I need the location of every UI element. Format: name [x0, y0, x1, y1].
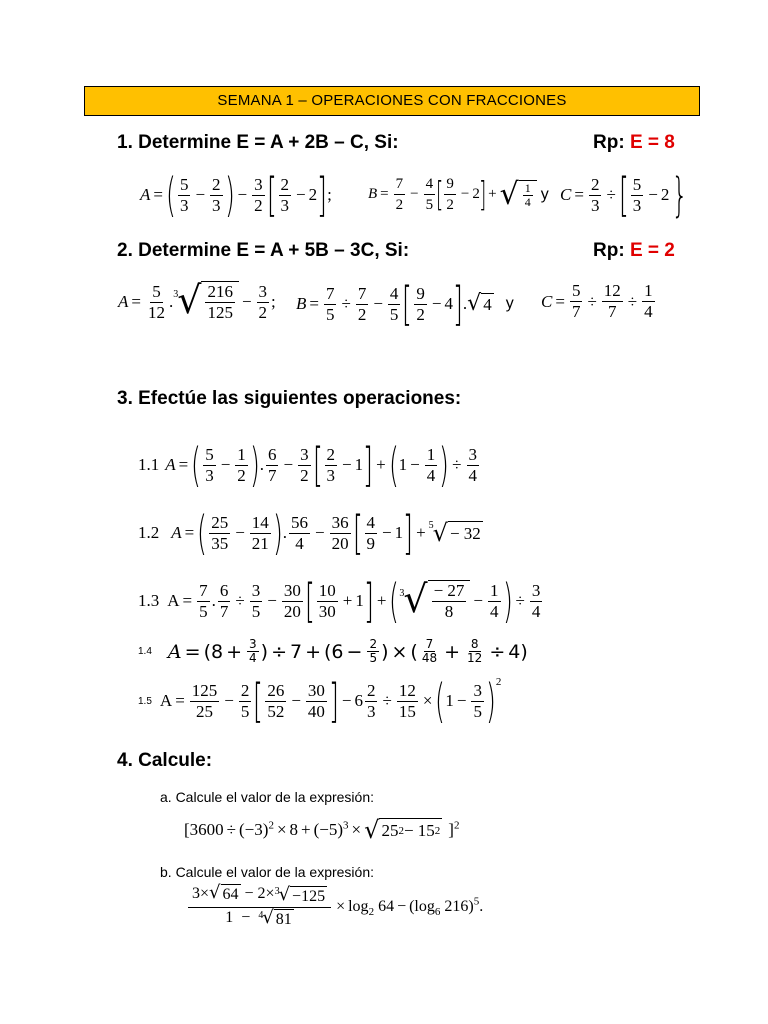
q4-b-expression: 3× √ 64 − 2× 3 √ −125 1 − 4 √ 81 × $\log_2 64$ − ($\log_6$ 216)$^5$ . — [186, 884, 483, 930]
q1-answer: Rp: E = 8 — [593, 132, 675, 153]
q1-formula-c: C = $\frac{2}{3}$ ÷ [ $\frac{5}{3}$ − 2 } — [560, 168, 689, 222]
q1-heading: 1. Determine E = A + 2B – C, Si: — [117, 132, 399, 153]
q3-item-1-3: 1.3 A = $\frac{7}{5}$ . $\frac{6}{7}$ ÷ $\frac{3}{5}$ − $\frac{30}{20}$ [ $\frac{10}{30}$ + 1 ] + ( 3 √ $\frac{- 27}{8}$ − $\frac{1}{4}$ ) ÷ $\frac{3}{4}$ — [138, 574, 541, 628]
q2-heading: 2. Determine E = A + 5B – 3C, Si: — [117, 240, 410, 261]
q2-formula-b: B = $\frac{7}{5}$ ÷ $\frac{7}{2}$ − $\frac{4}{5}$ [ $\frac{9}{2}$ − 4 ] . √ 4 y — [296, 277, 514, 331]
q4-heading: 4. Calcule: — [117, 750, 213, 771]
q3-item-1-4: 1.4 A = (8 + $\frac{3}{4}$ ) ÷ 7 + (6 − $\frac{2}{5}$ ) × ( $\frac{7}{48}$ + $\frac{8}{12}$ ÷ 4) — [138, 637, 528, 665]
week-banner: SEMANA 1 – OPERACIONES CON FRACCIONES — [84, 86, 700, 116]
q4-a-label: a. Calcule el valor de la expresión: — [160, 789, 375, 805]
q4-b-label: b. Calcule el valor de la expresión: — [160, 864, 375, 880]
q4-a-expression: [3600 ÷ $(-3)^2$ × 8 + $(-5)^3$ × √ 25 2 − 15 2 ]$^2$ — [184, 816, 460, 844]
q2-answer: Rp: E = 2 — [593, 240, 675, 261]
q2-formula-c: C = $\frac{5}{7}$ ÷ $\frac{12}{7}$ ÷ $\frac{1}{4}$ — [541, 281, 653, 321]
q3-heading: 3. Efectúe las siguientes operaciones: — [117, 388, 462, 409]
q3-item-1-1: 1.1 A = ( $\frac{5}{3}$ − $\frac{1}{2}$ ) . $\frac{6}{7}$ − $\frac{3}{2}$ [ $\frac{2}{3}$ − 1 ] + ( 1 − $\frac{1}{4}$ ) ÷ $\frac{3}{4}$ — [138, 438, 478, 492]
q1-formula-b: B = $\frac{7}{2}$ − $\frac{4}{5}$ [ $\frac{9}{2}$ − 2 ] + √ $\frac{1}{4}$ y — [368, 174, 549, 215]
q3-item-1-2: 1.2 A = ( $\frac{25}{35}$ − $\frac{14}{21}$ ) . $\frac{56}{4}$ − $\frac{36}{20}$ [ $\frac{4}{9}$ − 1 ] + 5 √ − 32 — [138, 506, 481, 560]
q2-formula-a: A = $\frac{5}{12}$ . 3 √ $\frac{216}{125}$ − $\frac{3}{2}$ ; — [118, 278, 276, 322]
q1-formula-a: A = ( $\frac{5}{3}$ − $\frac{2}{3}$ ) − $\frac{3}{2}$ [ $\frac{2}{3}$ − 2 ] ; — [140, 168, 332, 222]
q3-item-1-5: 1.5 A = $\frac{125}{25}$ − $\frac{2}{5}$ [ $\frac{26}{52}$ − $\frac{30}{40}$ ] − 6 $\frac{2}{3}$ ÷ $\frac{12}{15}$ × ( 1 − $\frac{3}{5}$ ) 2 — [138, 674, 502, 728]
